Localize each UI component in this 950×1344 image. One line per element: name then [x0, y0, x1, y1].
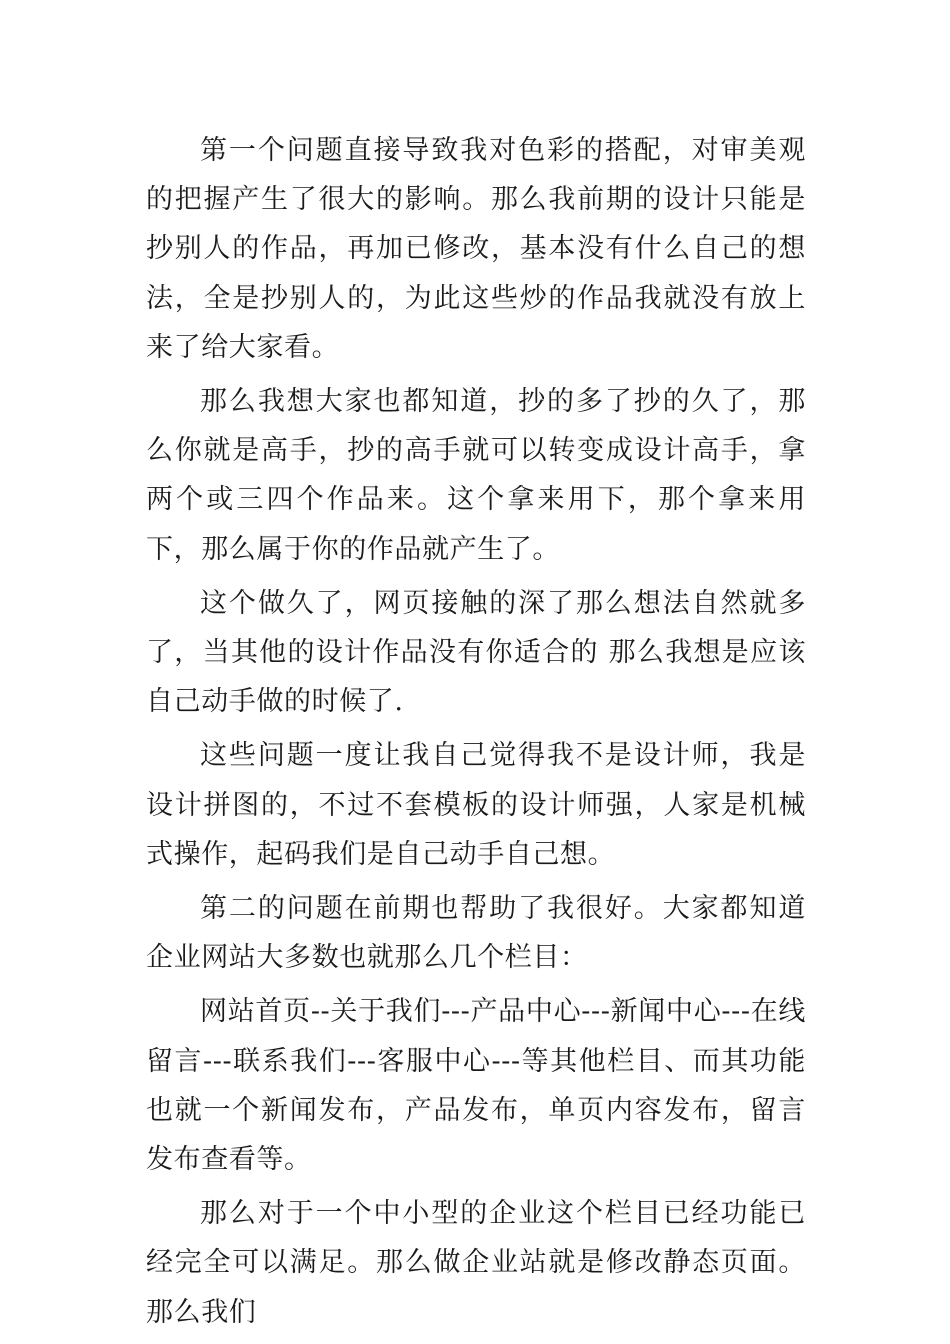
- paragraph-small-enterprise: 那么对于一个中小型的企业这个栏目已经功能已经完全可以满足。那么做企业站就是修改静态页面。那么我们: [146, 1198, 806, 1328]
- paragraph-designer-puzzle: 这些问题一度让我自己觉得我不是设计师，我是设计拼图的，不过不套模板的设计师强，人家是机械式操作，起码我们是自己动手自己想。: [146, 740, 806, 870]
- document-page: [146, 126, 806, 1342]
- paragraph-site-columns: 网站首页--关于我们---产品中心---新闻中心---在线留言---联系我们---客服中心---等其他栏目、而其功能也就一个新闻发布，产品发布，单页内容发布，留言发布查看等。: [146, 996, 806, 1176]
- paragraph-own-design: 这个做久了，网页接触的深了那么想法自然就多了，当其他的设计作品没有你适合的 那么我想是应该自己动手做的时候了.: [146, 587, 806, 718]
- paragraph-color-problem: 第一个问题直接导致我对色彩的搭配，对审美观的把握产生了很大的影响。那么我前期的设计只能是抄别人的作品，再加已修改，基本没有什么自己的想法，全是抄别人的，为此这些炒的作品我就没有放上来了给大家看。: [146, 135, 806, 363]
- paragraph-second-problem: 第二的问题在前期也帮助了我很好。大家都知道企业网站大多数也就那么几个栏目：: [146, 893, 806, 974]
- paragraph-copy-master: 那么我想大家也都知道，抄的多了抄的久了，那么你就是高手，抄的高手就可以转变成设计高手，拿两个或三四个作品来。这个拿来用下，那个拿来用下，那么属于你的作品就产生了。: [146, 386, 806, 565]
